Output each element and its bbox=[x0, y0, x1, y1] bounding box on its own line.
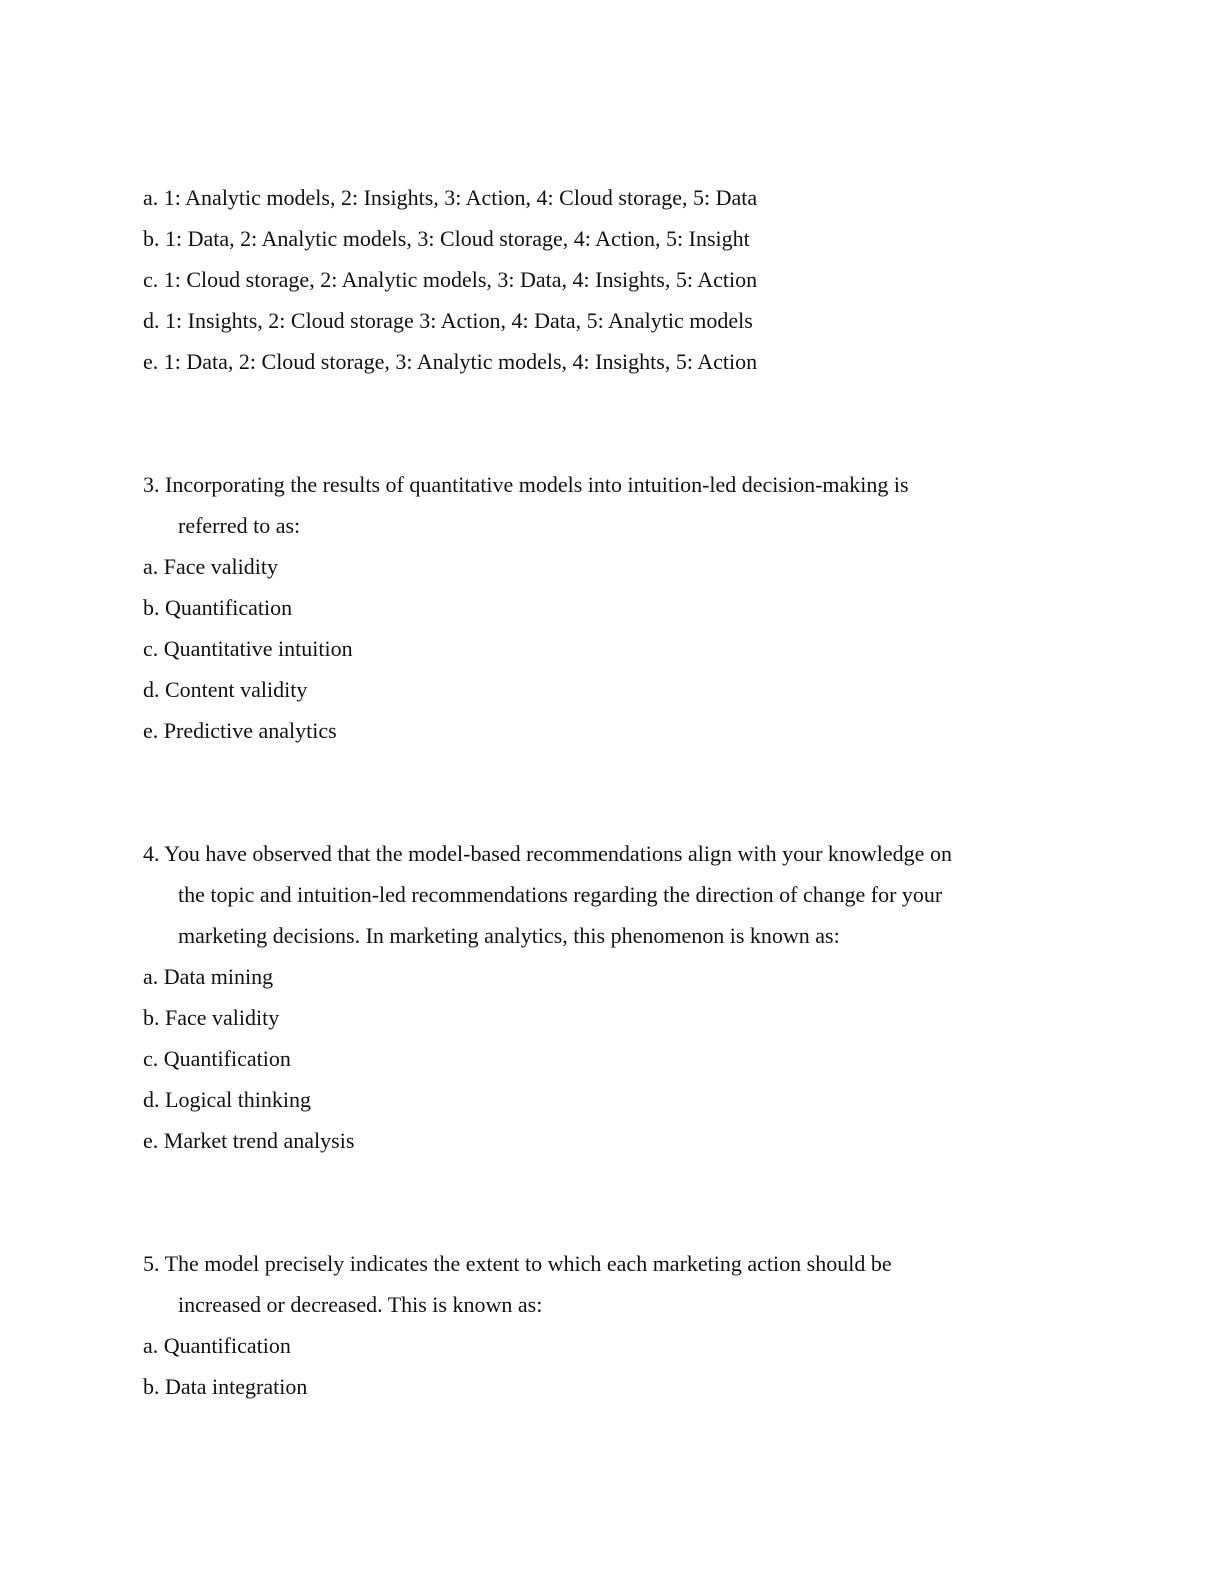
q4-option-d: d. Logical thinking bbox=[143, 1087, 312, 1112]
q3-option-c: c. Quantitative intuition bbox=[143, 636, 353, 661]
q4-option-c: c. Quantification bbox=[143, 1046, 291, 1071]
q2-option-a: a. 1: Analytic models, 2: Insights, 3: Action, 4: Cloud storage, 5: Data bbox=[143, 185, 758, 210]
q4-stem-line-1: 4. You have observed that the model-based recommendations align with your knowledge on bbox=[143, 841, 952, 866]
q5-option-a: a. Quantification bbox=[143, 1333, 291, 1358]
q3-stem-line-2: referred to as: bbox=[178, 513, 301, 538]
q4-option-a: a. Data mining bbox=[143, 964, 274, 989]
q2-option-d: d. 1: Insights, 2: Cloud storage 3: Action, 4: Data, 5: Analytic models bbox=[143, 308, 753, 333]
q3-option-b: b. Quantification bbox=[143, 595, 293, 620]
q5-option-b: b. Data integration bbox=[143, 1374, 308, 1399]
q4-option-e: e. Market trend analysis bbox=[143, 1128, 355, 1153]
q5-stem-line-2: increased or decreased. This is known as: bbox=[178, 1292, 543, 1317]
q4-stem-line-3: marketing decisions. In marketing analytics, this phenomenon is known as: bbox=[178, 923, 840, 948]
q3-stem-line-1: 3. Incorporating the results of quantitative models into intuition-led decision-making is bbox=[143, 472, 909, 497]
q2-option-e: e. 1: Data, 2: Cloud storage, 3: Analytic models, 4: Insights, 5: Action bbox=[143, 349, 758, 374]
q4-stem-line-2: the topic and intuition-led recommendations regarding the direction of change for your bbox=[178, 882, 943, 907]
q3-option-e: e. Predictive analytics bbox=[143, 718, 337, 743]
q5-stem-line-1: 5. The model precisely indicates the extent to which each marketing action should be bbox=[143, 1251, 892, 1276]
q3-option-d: d. Content validity bbox=[143, 677, 308, 702]
q2-option-b: b. 1: Data, 2: Analytic models, 3: Cloud storage, 4: Action, 5: Insight bbox=[143, 226, 750, 251]
q2-option-c: c. 1: Cloud storage, 2: Analytic models, 3: Data, 4: Insights, 5: Action bbox=[143, 267, 758, 292]
q3-option-a: a. Face validity bbox=[143, 554, 279, 579]
q4-option-b: b. Face validity bbox=[143, 1005, 280, 1030]
